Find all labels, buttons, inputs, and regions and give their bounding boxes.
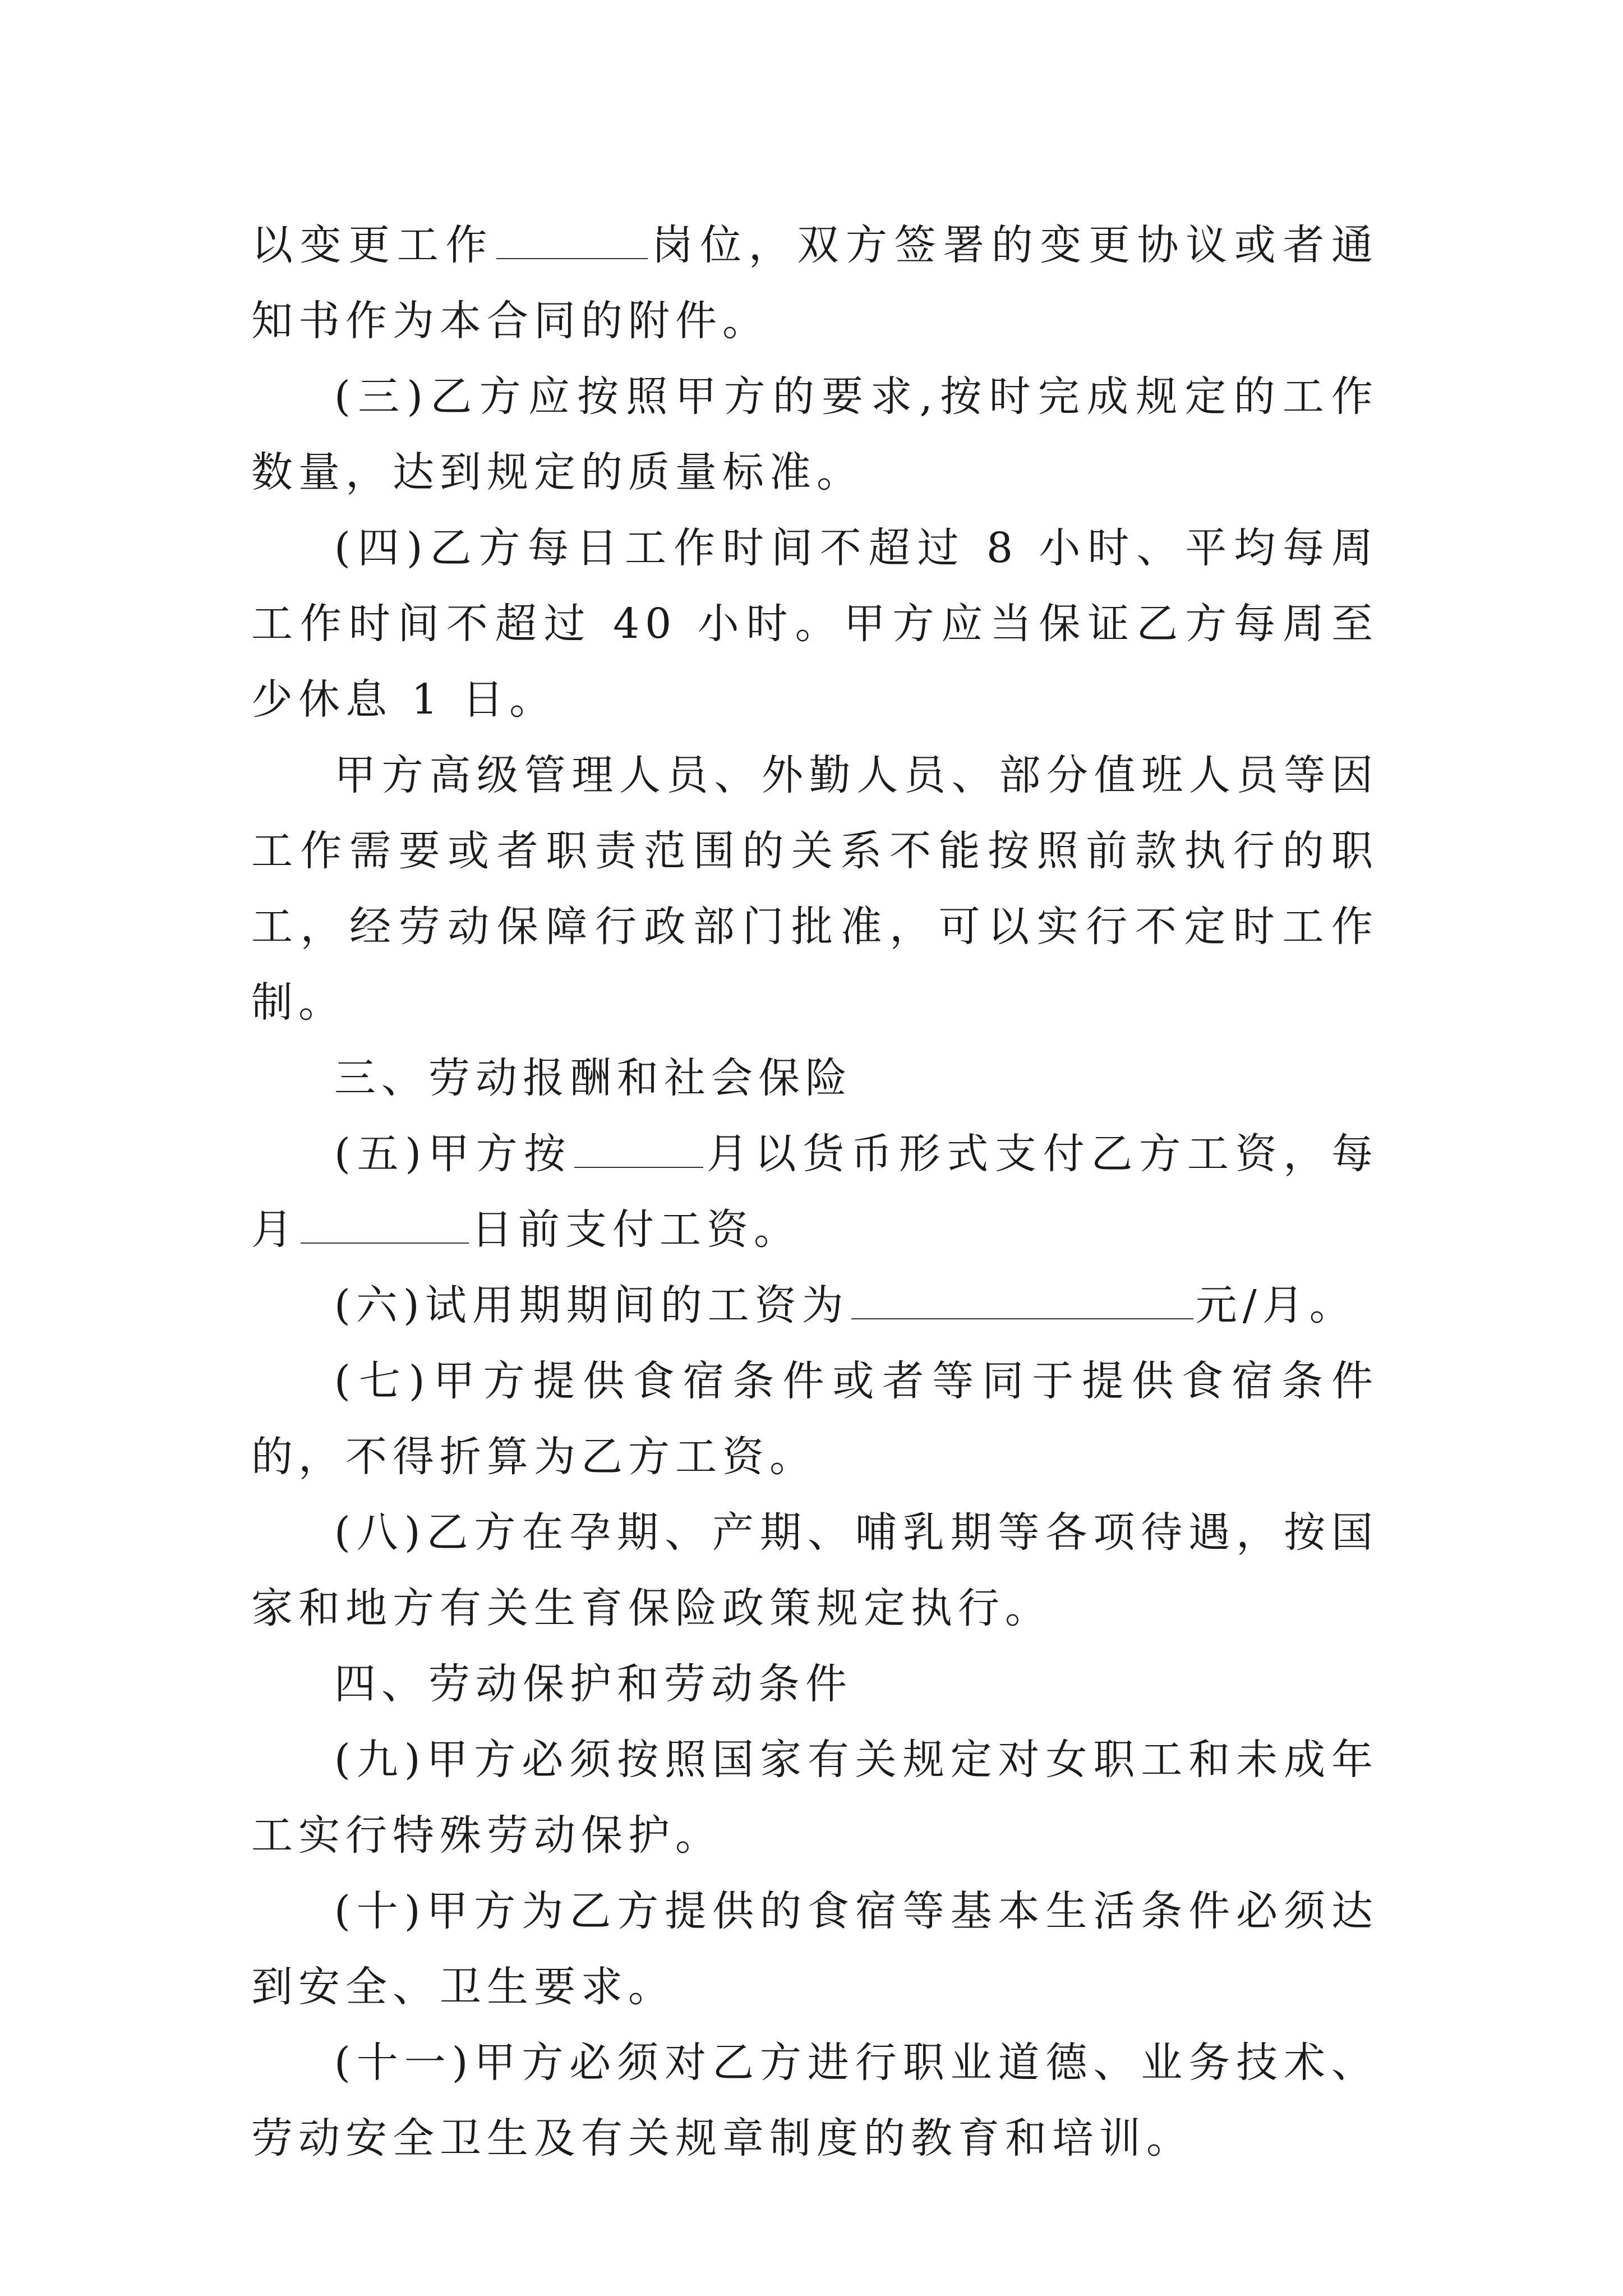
text: 以变更工作 [251, 221, 494, 269]
text: (五)甲方按 [334, 1130, 573, 1178]
clause-5 [251, 1116, 1378, 1268]
text: 日前支付工资。 [471, 1205, 801, 1254]
text: (六)试用期期间的工资为 [334, 1281, 849, 1329]
clause-10: (十)甲方为乙方提供的食宿等基本生活条件必须达到安全、卫生要求。 [251, 1887, 1378, 2011]
text: 岗位，双方签署的变更协议或者通知书作为本合同的附件。 [251, 221, 1378, 345]
clause-9: (九)甲方必须按照国家有关规定对女职工和未成年工实行特殊劳动保护。 [251, 1736, 1378, 1860]
clause-6 [251, 1268, 1378, 1343]
document-page [251, 208, 1378, 2177]
text: 元/月。 [1195, 1281, 1357, 1329]
clause-8: (八)乙方在孕期、产期、哺乳期等各项待遇，按国家和地方有关生育保险政策规定执行。 [251, 1508, 1378, 1632]
blank-probation-wage-field[interactable] [851, 1283, 1193, 1319]
text: 月以货币形式支付乙方工资，每月 [251, 1130, 1378, 1254]
paragraph-position-change [251, 208, 1378, 359]
blank-position-field[interactable] [496, 223, 648, 259]
section-heading-remuneration: 三、劳动报酬和社会保险 [334, 1054, 852, 1102]
paragraph-flexible-hours: 甲方高级管理人员、外勤人员、部分值班人员等因工作需要或者职责范围的关系不能按照前款执行的职工，经劳动保障行政部门批准，可以实行不定时工作制。 [251, 751, 1378, 1027]
blank-pay-day-field[interactable] [301, 1208, 469, 1244]
clause-3: (三)乙方应按照甲方的要求,按时完成规定的工作数量，达到规定的质量标准。 [251, 372, 1378, 496]
clause-7: (七)甲方提供食宿条件或者等同于提供食宿条件的，不得折算为乙方工资。 [251, 1357, 1378, 1481]
section-heading-protection: 四、劳动保护和劳动条件 [334, 1660, 852, 1708]
blank-pay-period-field[interactable] [574, 1132, 703, 1168]
clause-11: (十一)甲方必须对乙方进行职业道德、业务技术、劳动安全卫生及有关规章制度的教育和培训。 [251, 2039, 1378, 2162]
clause-4: (四)乙方每日工作时间不超过 8 小时、平均每周工作时间不超过 40 小时。甲方应当保证乙方每周至少休息 1 日。 [251, 524, 1378, 724]
